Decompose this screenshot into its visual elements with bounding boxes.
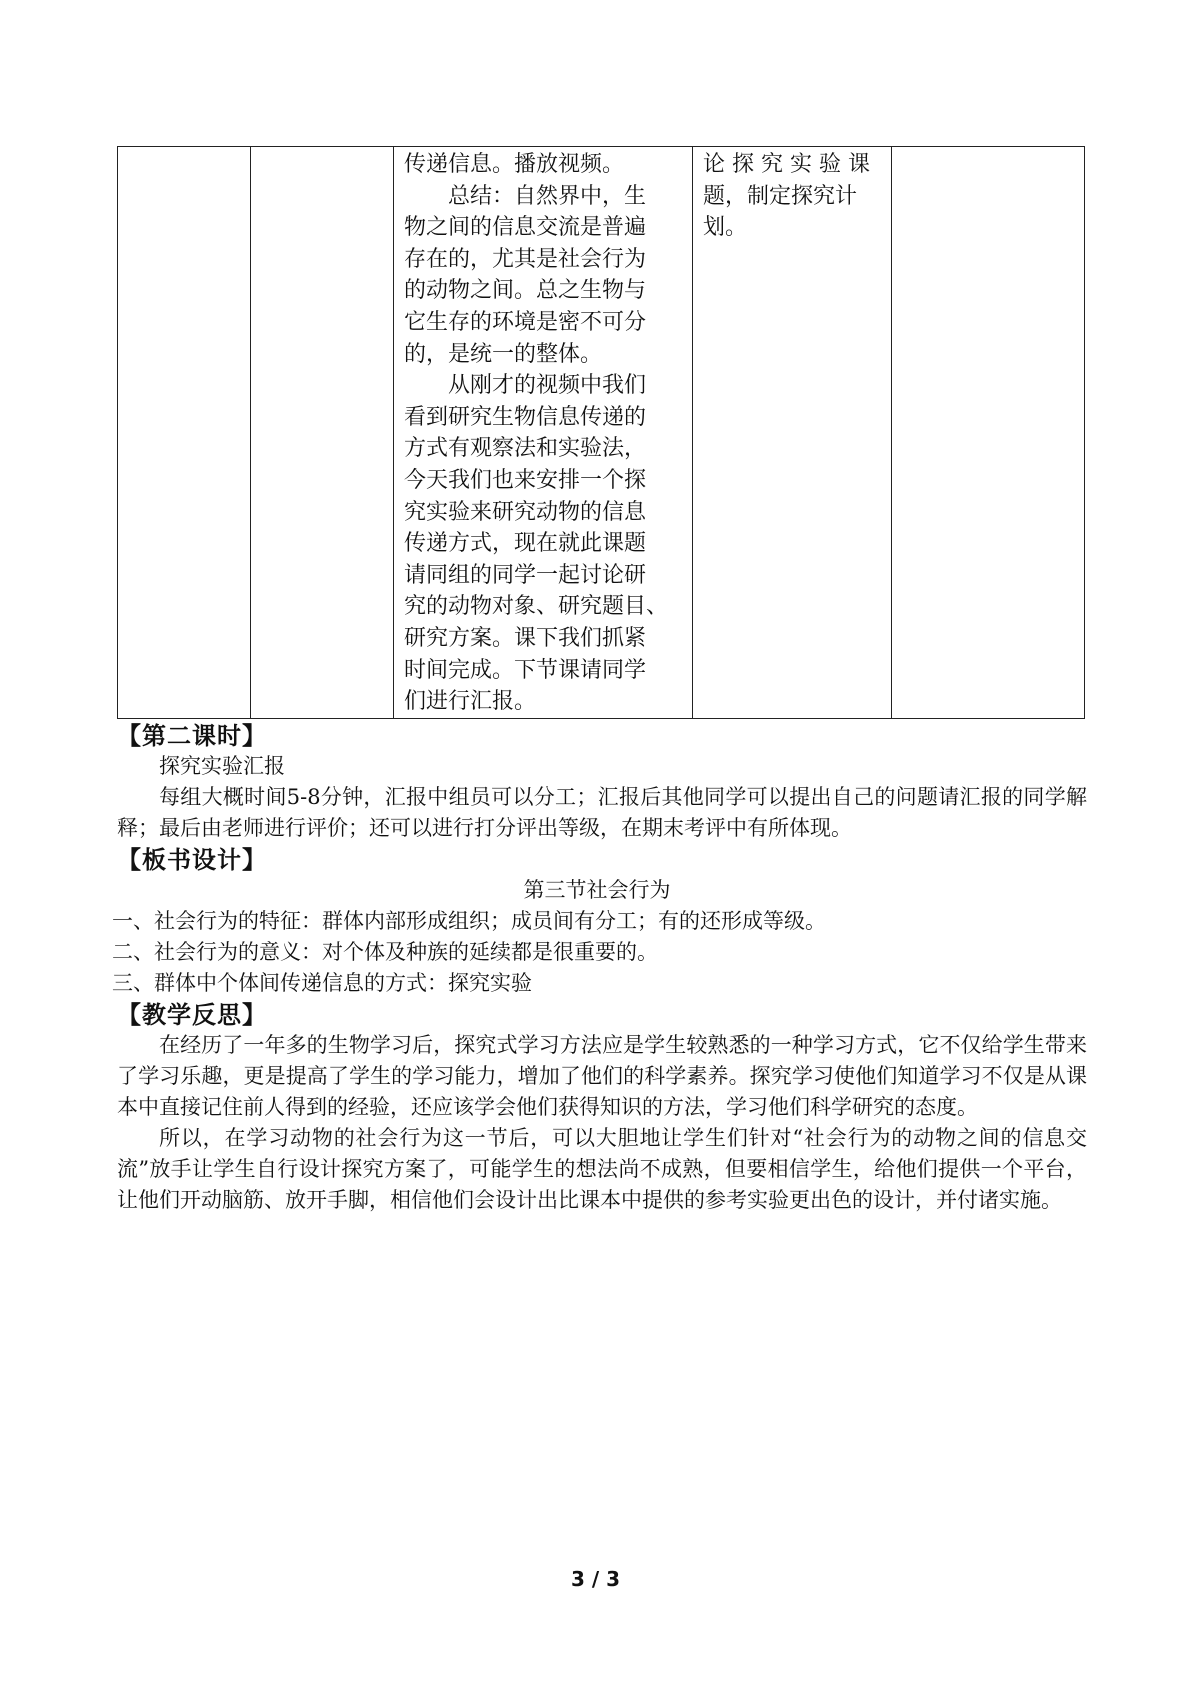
section-heading: 【教学反思】 [117,1001,267,1029]
section-heading: 【板书设计】 [117,846,267,874]
board-title: 第三节社会行为 [523,878,671,902]
cell-line: 总结：自然界中，生 [448,183,647,209]
section-subtitle: 探究实验汇报 [159,754,285,778]
cell-line: 传递方式，现在就此课题 [404,531,647,557]
cell-line: 的动物之间。总之生物与 [404,278,647,304]
cell-line: 题，制定探究计 [703,183,858,209]
second-lesson-section [117,721,1087,844]
cell-line: 今天我们也来安排一个探 [404,467,647,493]
page-number: 3 / 3 [570,1567,621,1591]
cell-line: 划。 [703,215,748,241]
cell-line: 看到研究生物信息传递的 [404,404,647,430]
cell-line: 论 探 究 实 验 课 [703,152,870,177]
board-item: 三、群体中个体间传递信息的方式：探究实验 [112,971,532,995]
reflection-section [117,1000,1087,1216]
table-cell-empty-2 [251,147,394,719]
paragraph: 在经历了一年多的生物学习后，探究式学习方法应是学生较熟悉的一种学习方式，它不仅给学生带来了学习乐趣，更是提高了学生的学习能力，增加了他们的科学素养。探究学习使他们知道学习不仅是从课本中直接记住前人得到的经验，还应该学会他们获得知识的方法，学习他们科学研究的态度。 [117,1033,1087,1119]
cell-line: 研究方案。课下我们抓紧 [404,625,647,651]
cell-line: 请同组的同学一起讨论研 [404,562,647,588]
cell-line: 传递信息。播放视频。 [404,152,625,177]
paragraph: 每组大概时间5-8分钟，汇报中组员可以分工；汇报后其他同学可以提出自己的问题请汇报的同学解释；最后由老师进行评价；还可以进行打分评出等级，在期末考评中有所体现。 [117,785,1087,840]
cell-line: 的，是统一的整体。 [404,341,603,367]
board-design-section [112,845,1082,999]
table-cell-teacher-activity [394,147,693,719]
cell-line: 它生存的环境是密不可分 [404,309,647,335]
lesson-table [117,146,1085,719]
cell-line: 究实验来研究动物的信息 [404,499,647,525]
cell-line: 存在的，尤其是社会行为 [404,246,647,272]
table-cell-empty-5 [892,147,1085,719]
cell-line: 时间完成。下节课请同学 [404,657,647,683]
section-heading: 【第二课时】 [117,722,267,750]
cell-line: 们进行汇报。 [404,689,537,715]
cell-line: 物之间的信息交流是普遍 [404,215,647,241]
board-item: 一、社会行为的特征：群体内部形成组织；成员间有分工；有的还形成等级。 [112,909,826,933]
paragraph: 所以，在学习动物的社会行为这一节后，可以大胆地让学生们针对“社会行为的动物之间的信息交流”放手让学生自行设计探究方案了，可能学生的想法尚不成熟，但要相信学生，给他们提供一个平台，让他们开动脑筋、放开手脚，相信他们会设计出比课本中提供的参考实验更出色的设计，并付诸实施。 [117,1126,1087,1212]
table-cell-empty-1 [118,147,251,719]
table-cell-student-activity [693,147,892,719]
board-item: 二、社会行为的意义：对个体及种族的延续都是很重要的。 [112,940,658,964]
cell-line: 从刚才的视频中我们 [448,373,647,399]
cell-line: 方式有观察法和实验法， [404,436,647,462]
table-row [118,147,1085,719]
cell-line: 究的动物对象、研究题目、 [404,594,669,620]
